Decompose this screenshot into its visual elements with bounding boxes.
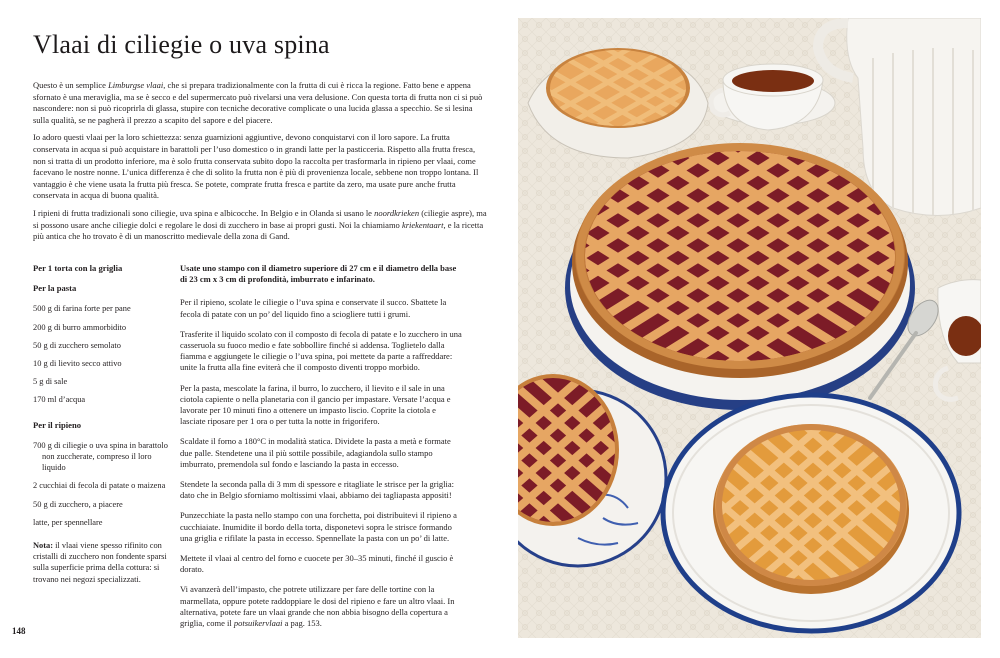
intro-text-run: (ciliegie aspre), ma si possono usare anche ciliegie dolci e regolare le dosi di zucchero in base ai propri gusti. Noi la chiamiamo <box>33 207 487 230</box>
recipe-note <box>33 540 168 585</box>
method-column <box>180 263 462 638</box>
method-text-run: a pag. 153. <box>282 618 322 629</box>
method-lead: Usate uno stampo con il diametro superiore di 27 cm e il diametro della base di 23 cm x 3 cm di profondità, imburrato e infarinato. <box>180 263 457 285</box>
method-step: Mettete il vlaai al centro del forno e cuocete per 30–35 minuti, finché il guscio è dorato. <box>180 553 454 575</box>
ingredient-item: 2 cucchiai di fecola di patate o maizena <box>33 481 166 491</box>
method-step: Per la pasta, mescolate la farina, il burro, lo zucchero, il lievito e il sale in una ciotola capiente o nella planetaria con il gancio per impastare. Versate l’acqua e lavorate per 10 minuti fino a ottenere un impasto liscio. Coprite la ciotola e lasciate riposare per 1 ora o per tutta la notte in frigorifero. <box>180 382 451 427</box>
intro-italic-term: Limburgse vlaai <box>108 80 164 90</box>
method-text-run: Vi avanzerà dell’impasto, che potrete utilizzare per fare delle tortine con la marmellata, oppure potete raddoppiare le dosi del ripieno e fare un altro vlaai. In alternativa, potete fare un vlaai grande che non abbia bisogno della copertura a griglia, come il <box>180 584 455 629</box>
intro-paragraph-3 <box>33 208 488 243</box>
filling-heading: Per il ripieno <box>33 419 82 430</box>
page-title: Vlaai di ciliegie o uva spina <box>33 30 330 59</box>
ingredient-item: 50 g di zucchero semolato <box>33 340 121 350</box>
intro-text-run: , che si prepara tradizionalmente con la frutta di cui è ricca la regione. Fatto bene e appena sfornato è una meraviglia, ma se è secco e del supermercato può rivelarsi una vera delusione. Con questa torta di frutta non ci si può nascondere: non si può ricoprirla di glassa, stupire con tecniche decorative complicate o una lucida glassa a specchio. Se si lesina sulla qualità, se ne pagherà il prezzo a scapito del sapore e del piacere. <box>33 80 483 125</box>
intro-italic-term: noordkrieken <box>374 207 420 218</box>
intro-italic-term: kriekentaart <box>401 219 444 230</box>
ingredient-item: 50 g di zucchero, a piacere <box>33 499 123 509</box>
intro-paragraph-2: Io adoro questi vlaai per la loro schiettezza: senza guarnizioni aggiuntive, devono conquistarvi con il loro sapore. La frutta conservata in acqua si può acquistare in barattoli per l’uso domestico o in grandi latte per la pasticceria. Rispetto alla frutta fresca, non si tratta di un prodotto inferiore, ma è solo frutta conservata subito dopo la raccolta per trasformarla in ripieno per vlaai, come facevano le nostre nonne. L’unica differenza è che di solito la frutta non è più di provenienza locale, sebbene non troppo lontana. Il vantaggio è che viene usata la frutta più fresca. Se potete, comprate frutta fresca e partite da zero, ma usate pure anche frutta conservata in acqua di buona qualità. <box>33 132 479 201</box>
method-step-final <box>180 584 462 629</box>
ingredient-item: 5 g di sale <box>33 377 68 387</box>
ingredients-column <box>33 263 168 585</box>
method-step: Trasferite il liquido scolato con il composto di fecola di patate e lo zucchero in una casseruola su fuoco medio e fate sobbollire finché si addensa. Toglietelo dalla fiamma e aggiungete le ciliegie o l’uva spina, poi mettete da parte a raffreddare: unite la frutta alla fine eviterà che il composto diventi troppo morbido. <box>180 328 462 373</box>
yield-heading: Per 1 torta con la griglia <box>33 263 123 273</box>
ingredient-item: 500 g di farina forte per pane <box>33 304 131 314</box>
intro-text-run: , e la ricetta più antica che ho trovato è di un manoscritto medievale della zona di Gand. <box>33 219 484 242</box>
ingredient-item: 10 g di lievito secco attivo <box>33 359 122 369</box>
method-step: Stendete la seconda palla di 3 mm di spessore e ritagliate le strisce per la griglia: dato che in Belgio sforniamo moltissimi vlaai, abbiamo dei tagliapasta appositi! <box>180 479 455 501</box>
intro-text-run: Questo è un semplice <box>33 80 109 90</box>
recipe-photo <box>518 18 981 638</box>
note-text: il vlaai viene spesso rifinito con cristalli di zucchero non fondente sparsi sulla superficie prima della cottura: si trovano nei negozi specializzati. <box>33 541 167 584</box>
ingredient-item: 700 g di ciliegie o uva spina in barattolo non zuccherate, compreso il loro liquido <box>33 440 168 473</box>
note-label: Nota: <box>33 541 54 551</box>
pasta-heading: Per la pasta <box>33 283 77 294</box>
ingredient-item: 170 ml d’acqua <box>33 395 86 405</box>
vlaai-photo-illustration <box>518 18 981 638</box>
method-step: Punzecchiate la pasta nello stampo con una forchetta, poi distribuitevi il ripieno a cucchiaiate. Inumidite il bordo della torta, disponetevi sopra le strisce formando una griglia e rifilate la pasta in eccesso. Spennellate la pasta con un po’ di latte. <box>180 510 457 543</box>
intro-text-run: I ripieni di frutta tradizionali sono ciliegie, uva spina e albicocche. In Belgio e in Olanda si usano le <box>33 207 375 218</box>
filling-ingredients-list <box>33 440 168 528</box>
method-step: Per il ripieno, scolate le ciliegie o l’uva spina e conservate il succo. Sbattete la fecola di patate con un po’ del liquido fino a sciogliere tutti i grumi. <box>180 297 447 319</box>
intro-text <box>33 80 488 249</box>
intro-paragraph-1 <box>33 80 488 126</box>
ingredient-item: 200 g di burro ammorbidito <box>33 322 127 332</box>
pasta-ingredients-list <box>33 303 168 405</box>
method-step: Scaldate il forno a 180°C in modalità statica. Dividete la pasta a metà e formate due palle. Stendetene una il più sottile possibile, adagiandola sullo stampo imburrato, premendola sul fondo e lasciando la pasta in eccesso. <box>180 436 451 469</box>
method-italic-term: potsuikervlaai <box>233 618 283 629</box>
ingredient-item: latte, per spennellare <box>33 517 103 527</box>
page-number: 148 <box>12 626 26 636</box>
